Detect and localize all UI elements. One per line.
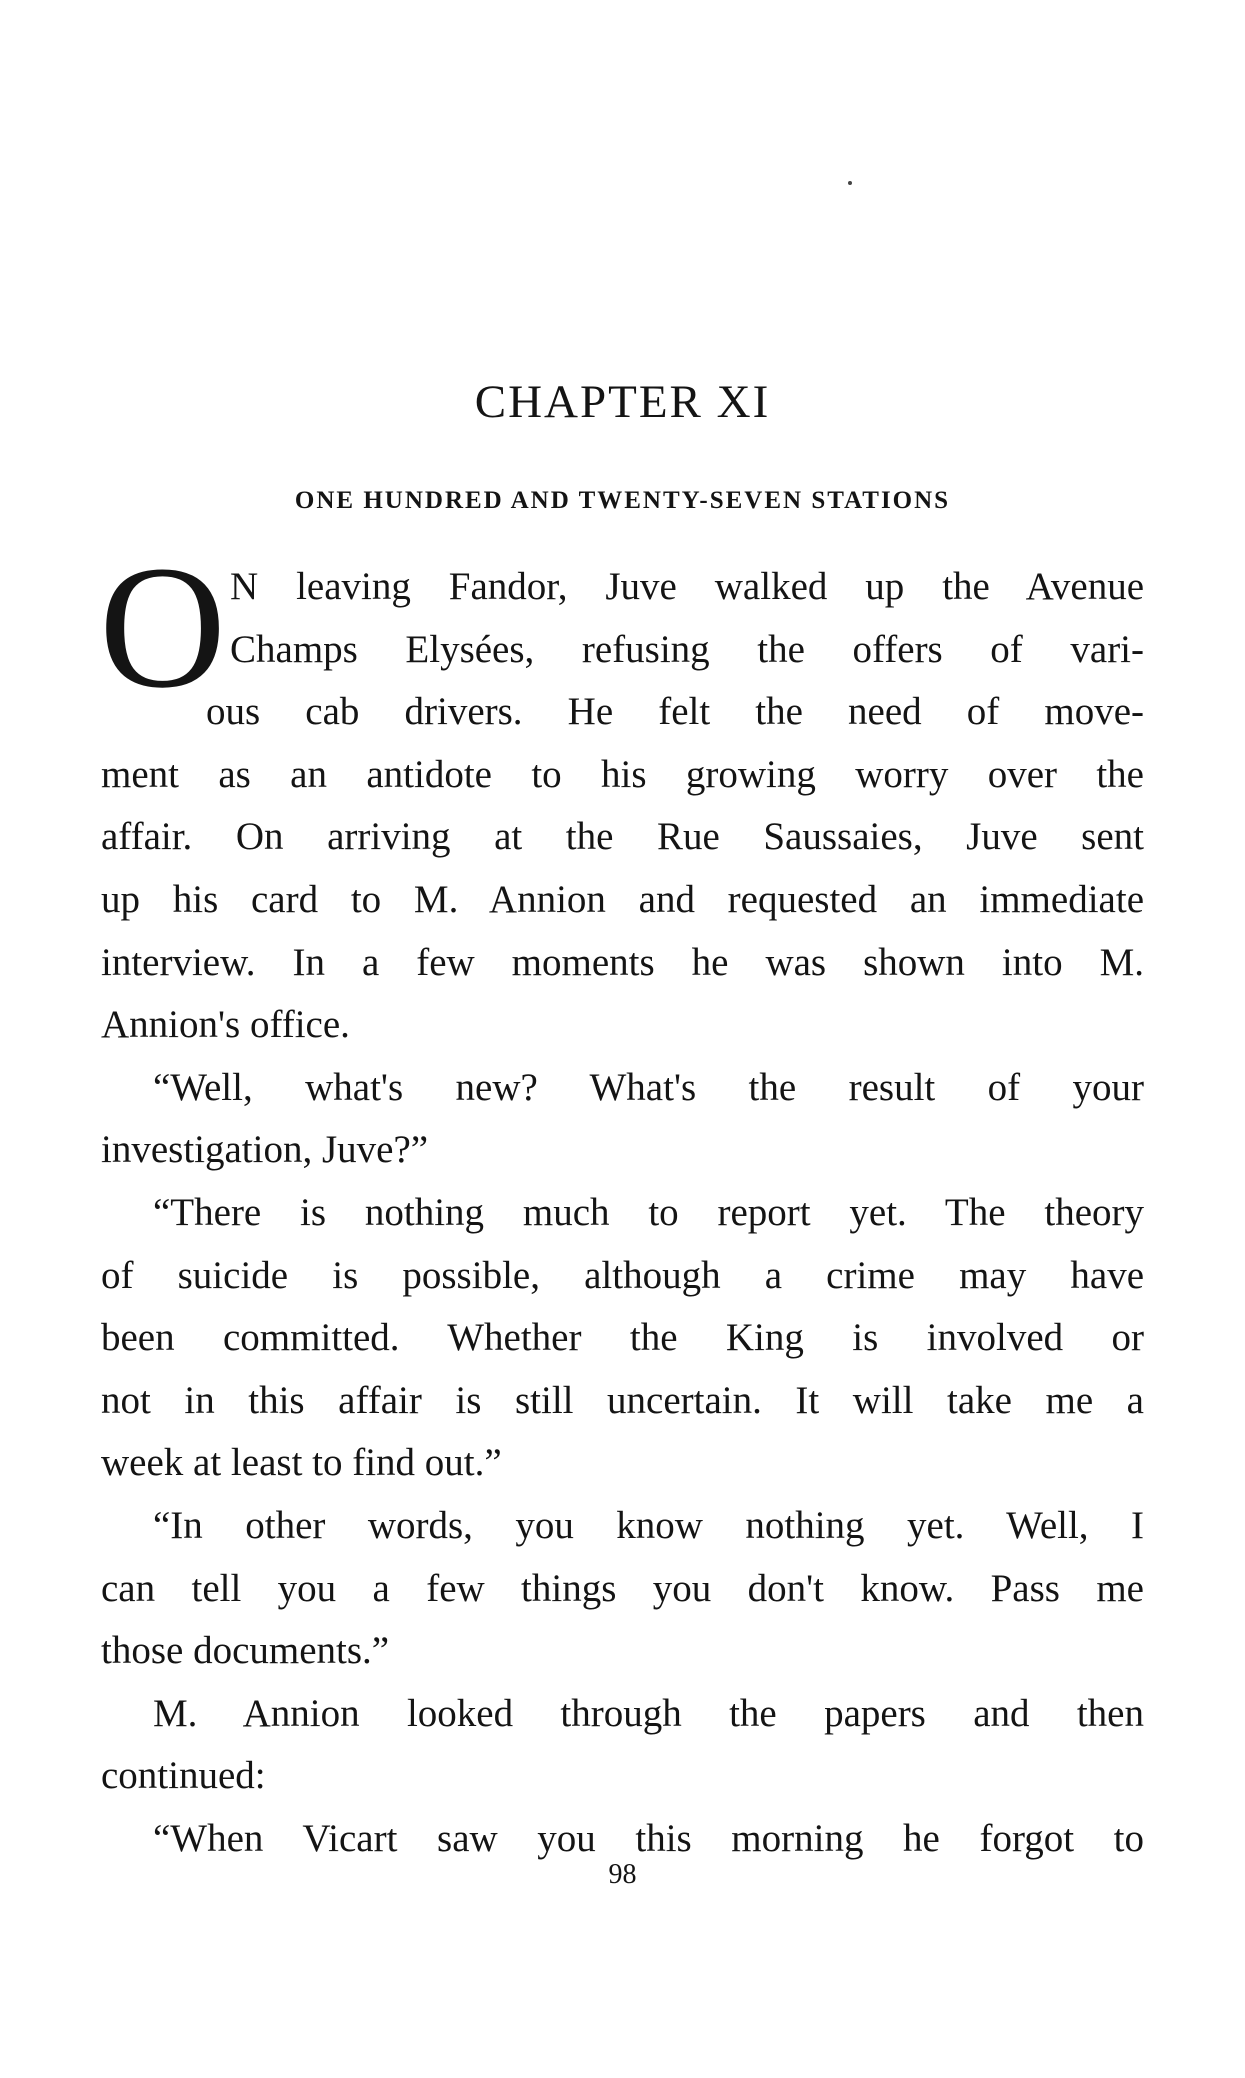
text-line: of suicide is possible, although a crime may have [101, 1253, 1144, 1297]
text-line: ous cab drivers. He felt the need of move- [206, 690, 1144, 734]
text-line: ment as an antidote to his growing worry over the [101, 752, 1144, 796]
text-line: up his card to M. Annion and requested an immediate [101, 877, 1144, 921]
drop-cap: O [99, 530, 227, 725]
text-line: been committed. Whether the King is involved or [101, 1316, 1144, 1360]
text-line: Annion's office. [101, 1003, 350, 1047]
text-line: continued: [101, 1754, 266, 1798]
text-line: not in this affair is still uncertain. It will take me a [101, 1378, 1144, 1422]
text-line: “There is nothing much to report yet. The theory [153, 1190, 1144, 1234]
text-line: “In other words, you know nothing yet. Well, I [153, 1503, 1144, 1547]
text-line: Champs Elysées, refusing the offers of vari- [230, 627, 1144, 671]
text-line: “Well, what's new? What's the result of your [153, 1065, 1144, 1109]
text-line: investigation, Juve?” [101, 1128, 429, 1172]
text-line: “When Vicart saw you this morning he forgot to [153, 1816, 1144, 1860]
chapter-subtitle: ONE HUNDRED AND TWENTY-SEVEN STATIONS [294, 487, 951, 514]
text-line: those documents.” [101, 1629, 390, 1673]
text-line: interview. In a few moments he was shown into M. [101, 940, 1144, 984]
chapter-body-text [99, 530, 1144, 1870]
text-line: week at least to find out.” [101, 1441, 502, 1485]
text-line: N leaving Fandor, Juve walked up the Avenue [230, 565, 1144, 608]
text-line: M. Annion looked through the papers and then [153, 1691, 1144, 1735]
ink-speck [848, 181, 852, 185]
page-number: 98 [608, 1859, 637, 1890]
chapter-title: CHAPTER XI [474, 376, 771, 428]
text-line: affair. On arriving at the Rue Saussaies, Juve sent [101, 815, 1144, 859]
text-line: can tell you a few things you don't know. Pass me [101, 1566, 1144, 1610]
